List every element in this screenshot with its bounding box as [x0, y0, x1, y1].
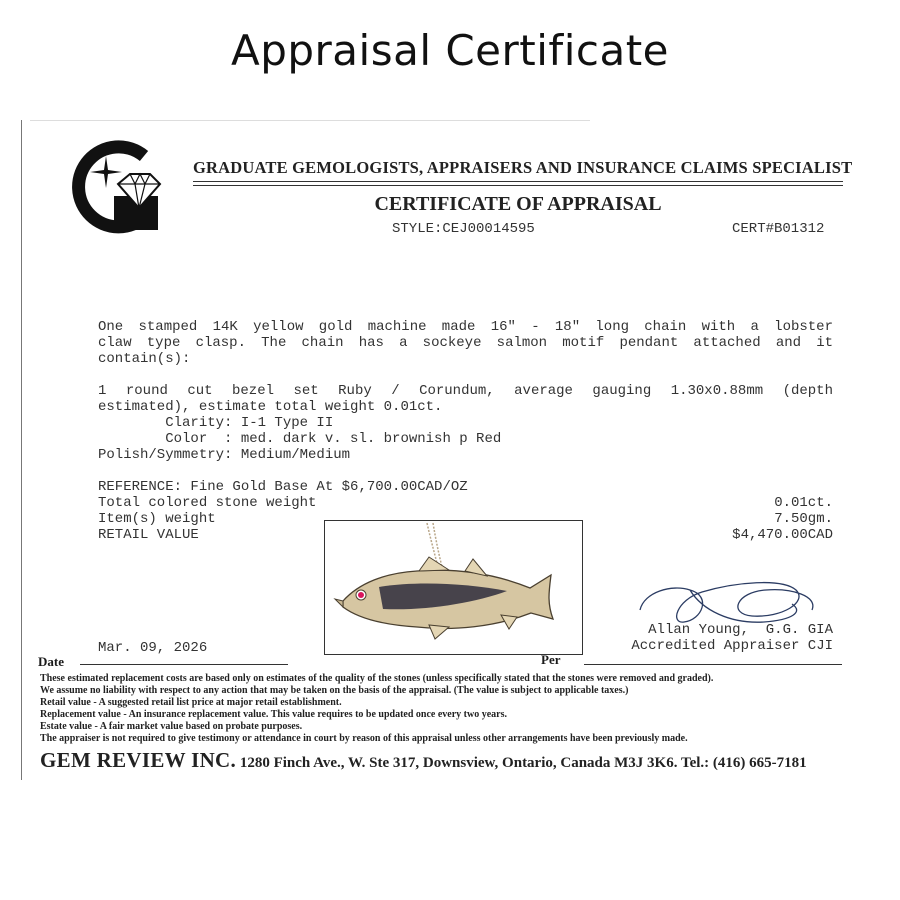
description-line: contain(s): [98, 351, 191, 367]
appraiser-name: Allan Young, G.G. GIA [648, 622, 833, 638]
description-line: One stamped 14K yellow gold machine made 16" - 18" long chain with a lobster [98, 319, 833, 335]
color-line: Color : med. dark v. sl. brownish p Red [98, 431, 502, 447]
clarity-line: Clarity: I-1 Type II [98, 415, 334, 431]
disclaimer-line: These estimated replacement costs are based only on estimates of the quality of the stones (unless specifically stated that the stones were removed and graded). [40, 673, 714, 684]
company-address: 1280 Finch Ave., W. Ste 317, Downsview, Ontario, Canada M3J 3K6. Tel.: (416) 665-7181 [236, 755, 807, 771]
appraiser-title: Accredited Appraiser CJI [631, 638, 833, 654]
sheet-left-border [21, 120, 22, 780]
disclaimer-line: We assume no liability with respect to any action that may be taken on the basis of the appraisal. (The value is subject to applicable taxes.) [40, 685, 629, 696]
header-rule [193, 181, 843, 182]
header-rule [193, 185, 843, 186]
certificate-title: CERTIFICATE OF APPRAISAL [374, 193, 662, 215]
certificate-number: CERT#B01312 [732, 221, 825, 237]
date-value: Mar. 09, 2026 [98, 640, 208, 656]
page-title: Appraisal Certificate [230, 26, 670, 75]
reference-line: REFERENCE: Fine Gold Base At $6,700.00CAD/OZ [98, 479, 468, 495]
signature-rule [584, 664, 842, 665]
stone-weight-label: Total colored stone weight [98, 495, 317, 511]
stone-line: estimated), estimate total weight 0.01ct. [98, 399, 443, 415]
retail-value-amount: $4,470.00CAD [732, 527, 833, 543]
date-rule [80, 664, 288, 665]
style-number: STYLE:CEJ00014595 [392, 221, 535, 237]
description-line: claw type clasp. The chain has a sockeye salmon motif pendant attached and it [98, 335, 833, 351]
polish-line: Polish/Symmetry: Medium/Medium [98, 447, 351, 463]
sheet-top-border [30, 120, 590, 121]
date-label: Date [38, 654, 64, 669]
stone-line: 1 round cut bezel set Ruby / Corundum, average gauging 1.30x0.88mm (depth [98, 383, 833, 399]
company-footer [40, 748, 807, 773]
org-header: GRADUATE GEMOLOGISTS, APPRAISERS AND INSURANCE CLAIMS SPECIALIST [193, 158, 853, 177]
per-label: Per [541, 652, 561, 667]
company-name: GEM REVIEW INC. [40, 748, 237, 772]
g-diamond-logo-icon [66, 134, 166, 234]
disclaimer-line: The appraiser is not required to give testimony or attendance in court by reason of this appraisal unless other arrangements have been previously made. [40, 733, 688, 744]
disclaimer-line: Estate value - A fair market value based on probate purposes. [40, 721, 303, 732]
item-weight-value: 7.50gm. [774, 511, 833, 527]
retail-value-label: RETAIL VALUE [98, 527, 199, 543]
disclaimer-line: Replacement value - An insurance replacement value. This value requires to be updated once every two years. [40, 709, 508, 720]
pendant-photo-frame [324, 520, 583, 655]
stone-weight-value: 0.01ct. [774, 495, 833, 511]
item-weight-label: Item(s) weight [98, 511, 216, 527]
disclaimer-line: Retail value - A suggested retail list price at major retail establishment. [40, 697, 342, 708]
salmon-pendant-photo [325, 521, 582, 654]
